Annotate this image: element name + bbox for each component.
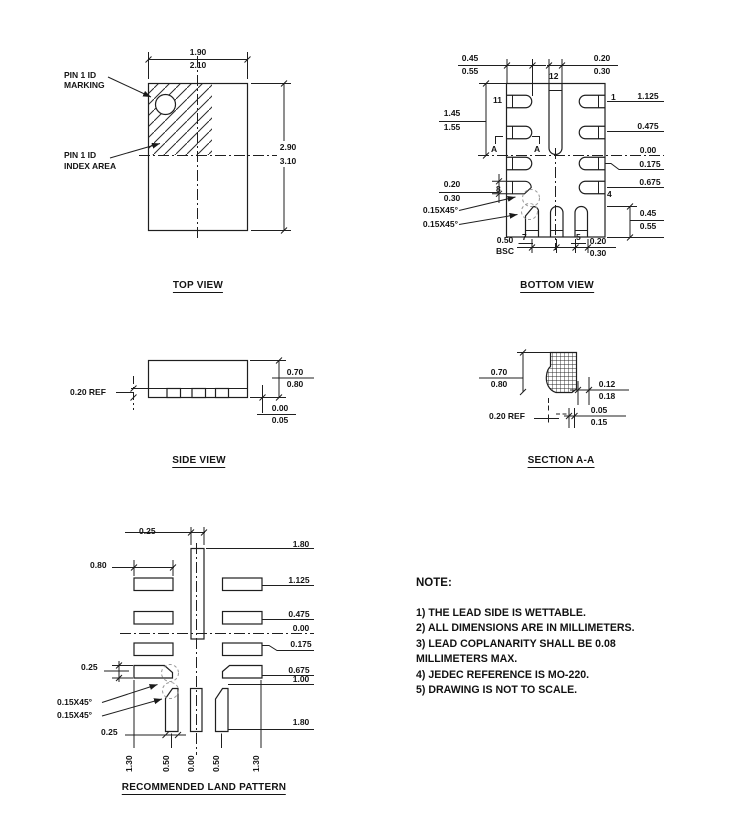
lp-ladder-000: 0.00 bbox=[292, 623, 310, 633]
pin-number-1: 1 bbox=[611, 92, 616, 102]
top-view-geometry bbox=[108, 52, 291, 241]
pin1-id-marking-circle bbox=[156, 95, 176, 115]
sv-dim-standoff-max: 0.05 bbox=[271, 415, 289, 425]
bv-dim-pin8-min: 0.30 bbox=[443, 193, 461, 203]
pin-number-4: 4 bbox=[607, 189, 612, 199]
bottom-view-geometry bbox=[439, 59, 664, 253]
sv-ref-dim: 0.20 REF bbox=[70, 387, 106, 397]
bv-dim-left-max: 1.45 bbox=[443, 108, 461, 118]
bv-dim-topleft-min: 0.55 bbox=[461, 66, 479, 76]
bv-dim-pitch-value: 0.50 bbox=[496, 235, 514, 245]
pin-number-7: 7 bbox=[522, 232, 527, 242]
lp-ladder-0175: 0.175 bbox=[290, 639, 312, 649]
sa-dim-lead-min: 0.12 bbox=[598, 379, 616, 389]
pin1-marking-label-2: MARKING bbox=[64, 80, 105, 90]
bv-dim-topleft-max: 0.45 bbox=[461, 53, 479, 63]
pin-number-5: 5 bbox=[576, 232, 581, 242]
bv-dim-left-min: 1.55 bbox=[443, 122, 461, 132]
top-width-dim-min: 2.10 bbox=[189, 60, 207, 70]
sv-dim-height-min: 0.70 bbox=[286, 367, 304, 377]
pin-number-11: 11 bbox=[493, 95, 502, 105]
note-line-5: 5) DRAWING IS NOT TO SCALE. bbox=[416, 684, 578, 697]
top-height-dim-min: 3.10 bbox=[279, 156, 297, 166]
pin1-marking-label-1: PIN 1 ID bbox=[64, 70, 97, 80]
land-pattern-geometry bbox=[102, 527, 314, 755]
note-line-3b: MILLIMETERS MAX. bbox=[416, 653, 518, 666]
lp-ladder-0475: 0.475 bbox=[288, 609, 310, 619]
sv-dim-height-max: 0.80 bbox=[286, 379, 304, 389]
note-line-2: 2) ALL DIMENSIONS ARE IN MILLIMETERS. bbox=[416, 622, 635, 635]
bv-dim-rightlower-max: 0.45 bbox=[639, 208, 657, 218]
top-view-title: TOP VIEW bbox=[172, 280, 224, 291]
lp-dim-padheight: 0.25 bbox=[81, 662, 98, 672]
lp-dim-bottompad: 0.25 bbox=[101, 727, 118, 737]
lp-ladder-0675: 0.675 bbox=[288, 665, 310, 675]
bv-dim-pin8-max: 0.20 bbox=[443, 179, 461, 189]
bv-dim-pitch-bsc: BSC bbox=[496, 246, 514, 256]
bv-dim-topright-min: 0.30 bbox=[593, 66, 611, 76]
note-line-4: 4) JEDEC REFERENCE IS MO-220. bbox=[416, 668, 590, 681]
section-marker-a-left: A bbox=[491, 144, 498, 154]
sa-ref-dim: 0.20 REF bbox=[489, 411, 525, 421]
lp-chamfer-callout-2: 0.15X45° bbox=[57, 710, 93, 720]
land-pad-chamfered-right bbox=[223, 666, 263, 679]
note-line-3: 3) LEAD COPLANARITY SHALL BE 0.08 bbox=[416, 637, 616, 650]
lp-ladder-180-top: 1.80 bbox=[292, 539, 310, 549]
bottom-view-title: BOTTOM VIEW bbox=[520, 280, 594, 291]
top-height-dim-max: 2.90 bbox=[279, 142, 297, 152]
section-marker-a-right: A bbox=[534, 144, 541, 154]
pin-number-8: 8 bbox=[496, 184, 501, 194]
sa-dim-lead-max: 0.18 bbox=[598, 391, 616, 401]
lp-coord-000: 0.00 bbox=[186, 755, 196, 772]
bv-dim-botright-max: 0.20 bbox=[589, 236, 607, 246]
bv-dim-botright-min: 0.30 bbox=[589, 248, 607, 258]
section-aa-title: SECTION A-A bbox=[527, 455, 595, 466]
side-view-title: SIDE VIEW bbox=[172, 455, 226, 466]
bv-chamfer-callout-2: 0.15X45° bbox=[422, 219, 458, 229]
bv-dim-rightlower-min: 0.55 bbox=[639, 221, 657, 231]
sa-dim-height-min: 0.70 bbox=[490, 367, 508, 377]
lp-coord-050-right: 0.50 bbox=[211, 755, 221, 772]
sa-dim-flank-max: 0.15 bbox=[590, 417, 608, 427]
bv-ladder-0175: 0.175 bbox=[639, 159, 661, 169]
lp-dim-centerpad: 0.25 bbox=[139, 526, 156, 536]
top-width-dim-max: 1.90 bbox=[189, 47, 207, 57]
bv-ladder-0675: 0.675 bbox=[639, 177, 661, 187]
bv-ladder-0475: 0.475 bbox=[637, 121, 659, 131]
lp-chamfer-callout-1: 0.15X45° bbox=[57, 697, 93, 707]
land-pattern-title: RECOMMENDED LAND PATTERN bbox=[121, 782, 287, 793]
bv-dim-topright-max: 0.20 bbox=[593, 53, 611, 63]
sa-dim-flank-min: 0.05 bbox=[590, 405, 608, 415]
bv-ladder-1125: 1.125 bbox=[637, 91, 659, 101]
lp-coord-130-left: 1.30 bbox=[124, 755, 134, 772]
notes-heading: NOTE: bbox=[416, 577, 452, 589]
notes-list bbox=[416, 606, 635, 698]
note-line-1: 1) THE LEAD SIDE IS WETTABLE. bbox=[416, 607, 586, 619]
bv-chamfer-callout-1: 0.15X45° bbox=[422, 205, 458, 215]
lp-ladder-1125: 1.125 bbox=[288, 575, 310, 585]
pin-number-12: 12 bbox=[549, 71, 559, 81]
lp-dim-padwidth: 0.80 bbox=[90, 560, 107, 570]
pin1-index-label-2: INDEX AREA bbox=[64, 161, 117, 171]
lp-ladder-180-bottom: 1.80 bbox=[292, 717, 310, 727]
lp-coord-050-left: 0.50 bbox=[161, 755, 171, 772]
land-pad-chamfered-left bbox=[134, 666, 173, 679]
pin1-index-label-1: PIN 1 ID bbox=[64, 150, 97, 160]
lp-coord-130-right: 1.30 bbox=[251, 755, 261, 772]
sv-dim-standoff-min: 0.00 bbox=[271, 403, 289, 413]
lp-ladder-100: 1.00 bbox=[292, 674, 310, 684]
section-lead-crosshatch bbox=[546, 353, 576, 393]
bv-ladder-000: 0.00 bbox=[639, 145, 657, 155]
sa-dim-height-max: 0.80 bbox=[490, 379, 508, 389]
